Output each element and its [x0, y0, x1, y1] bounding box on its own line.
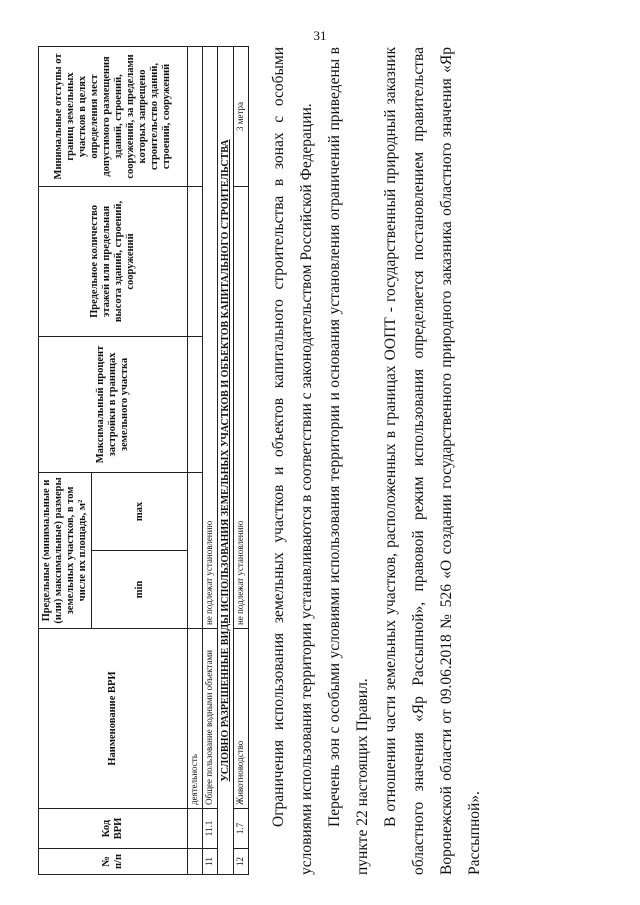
cell-num — [188, 849, 203, 875]
cell-num: 11 — [203, 849, 218, 875]
page-number: 31 — [313, 28, 327, 43]
header-max: max — [92, 472, 188, 550]
cell-setback — [188, 46, 203, 186]
cell-floors — [188, 186, 203, 336]
cell-num: 12 — [234, 849, 249, 875]
vri-table — [38, 46, 249, 875]
body-text — [265, 47, 489, 875]
section-row — [218, 46, 234, 874]
cell-size: не подлежат установлению — [234, 186, 249, 628]
header-code: Код ВРИ — [39, 809, 188, 849]
cell-code: 11.1 — [203, 809, 218, 849]
header-percent: Максимальный процент застройки в границах земельного участка — [39, 336, 188, 472]
header-floors: Предельное количество этажей или предельная высота зданий, строений, сооружений — [39, 186, 188, 336]
cell-size: не подлежат установлению — [203, 46, 218, 628]
table-row — [234, 46, 249, 874]
cell-percent — [188, 336, 203, 472]
cell-code: 1.7 — [234, 809, 249, 849]
table-row — [203, 46, 218, 874]
cell-size — [188, 472, 203, 628]
paragraph: В отношении части земельных участков, расположенных в границах ООПТ - государственный природный заказник областного значения «Яр Рассыпной», правовой режим использования определяется постановлением правительства Воронежской области от 09.06.2018 № 526 «О создании государственного природного заказника областного значения «Яр Рассыпной». — [381, 47, 483, 875]
paragraph: Перечень зон с особыми условиями использования территории и основания установления ограничений приведены в пункте 22 настоящих Правил. — [325, 47, 371, 875]
cell-name: Общее пользование водными объектами — [203, 629, 218, 809]
header-name: Наименование ВРИ — [39, 629, 188, 809]
section-title: УСЛОВНО РАЗРЕШЕННЫЕ ВИДЫ ИСПОЛЬЗОВАНИЯ ЗЕМЕЛЬНЫХ УЧАСТКОВ И ОБЪЕКТОВ КАПИТАЛЬНОГО СТРОИТЕЛЬСТВА — [218, 46, 234, 874]
table-row — [188, 46, 203, 874]
header-size: Предельные (минимальные и (или) максимальные) размеры земельных участков, в том числе их площадь, м² — [39, 472, 92, 628]
rotated-page-content — [38, 47, 633, 875]
header-setback: Минимальные отступы от границ земельных участков в целях определения мест допустимого размещения зданий, строений, сооружений, за пределами которых запрещено строительство зданий, строений, сооружений — [39, 46, 188, 186]
cell-name: Животноводство — [234, 629, 249, 809]
cell-name: деятельность — [188, 629, 203, 809]
cell-setback: 3 метра — [234, 46, 249, 186]
paragraph: Ограничения использования земельных участков и объектов капитального строительства в зонах с особыми условиями использования территории устанавливаются в соответствии с законодательством Российской Федерации. — [269, 47, 315, 875]
cell-code — [188, 809, 203, 849]
header-min: min — [92, 551, 188, 629]
header-num: № п/п — [39, 849, 188, 875]
